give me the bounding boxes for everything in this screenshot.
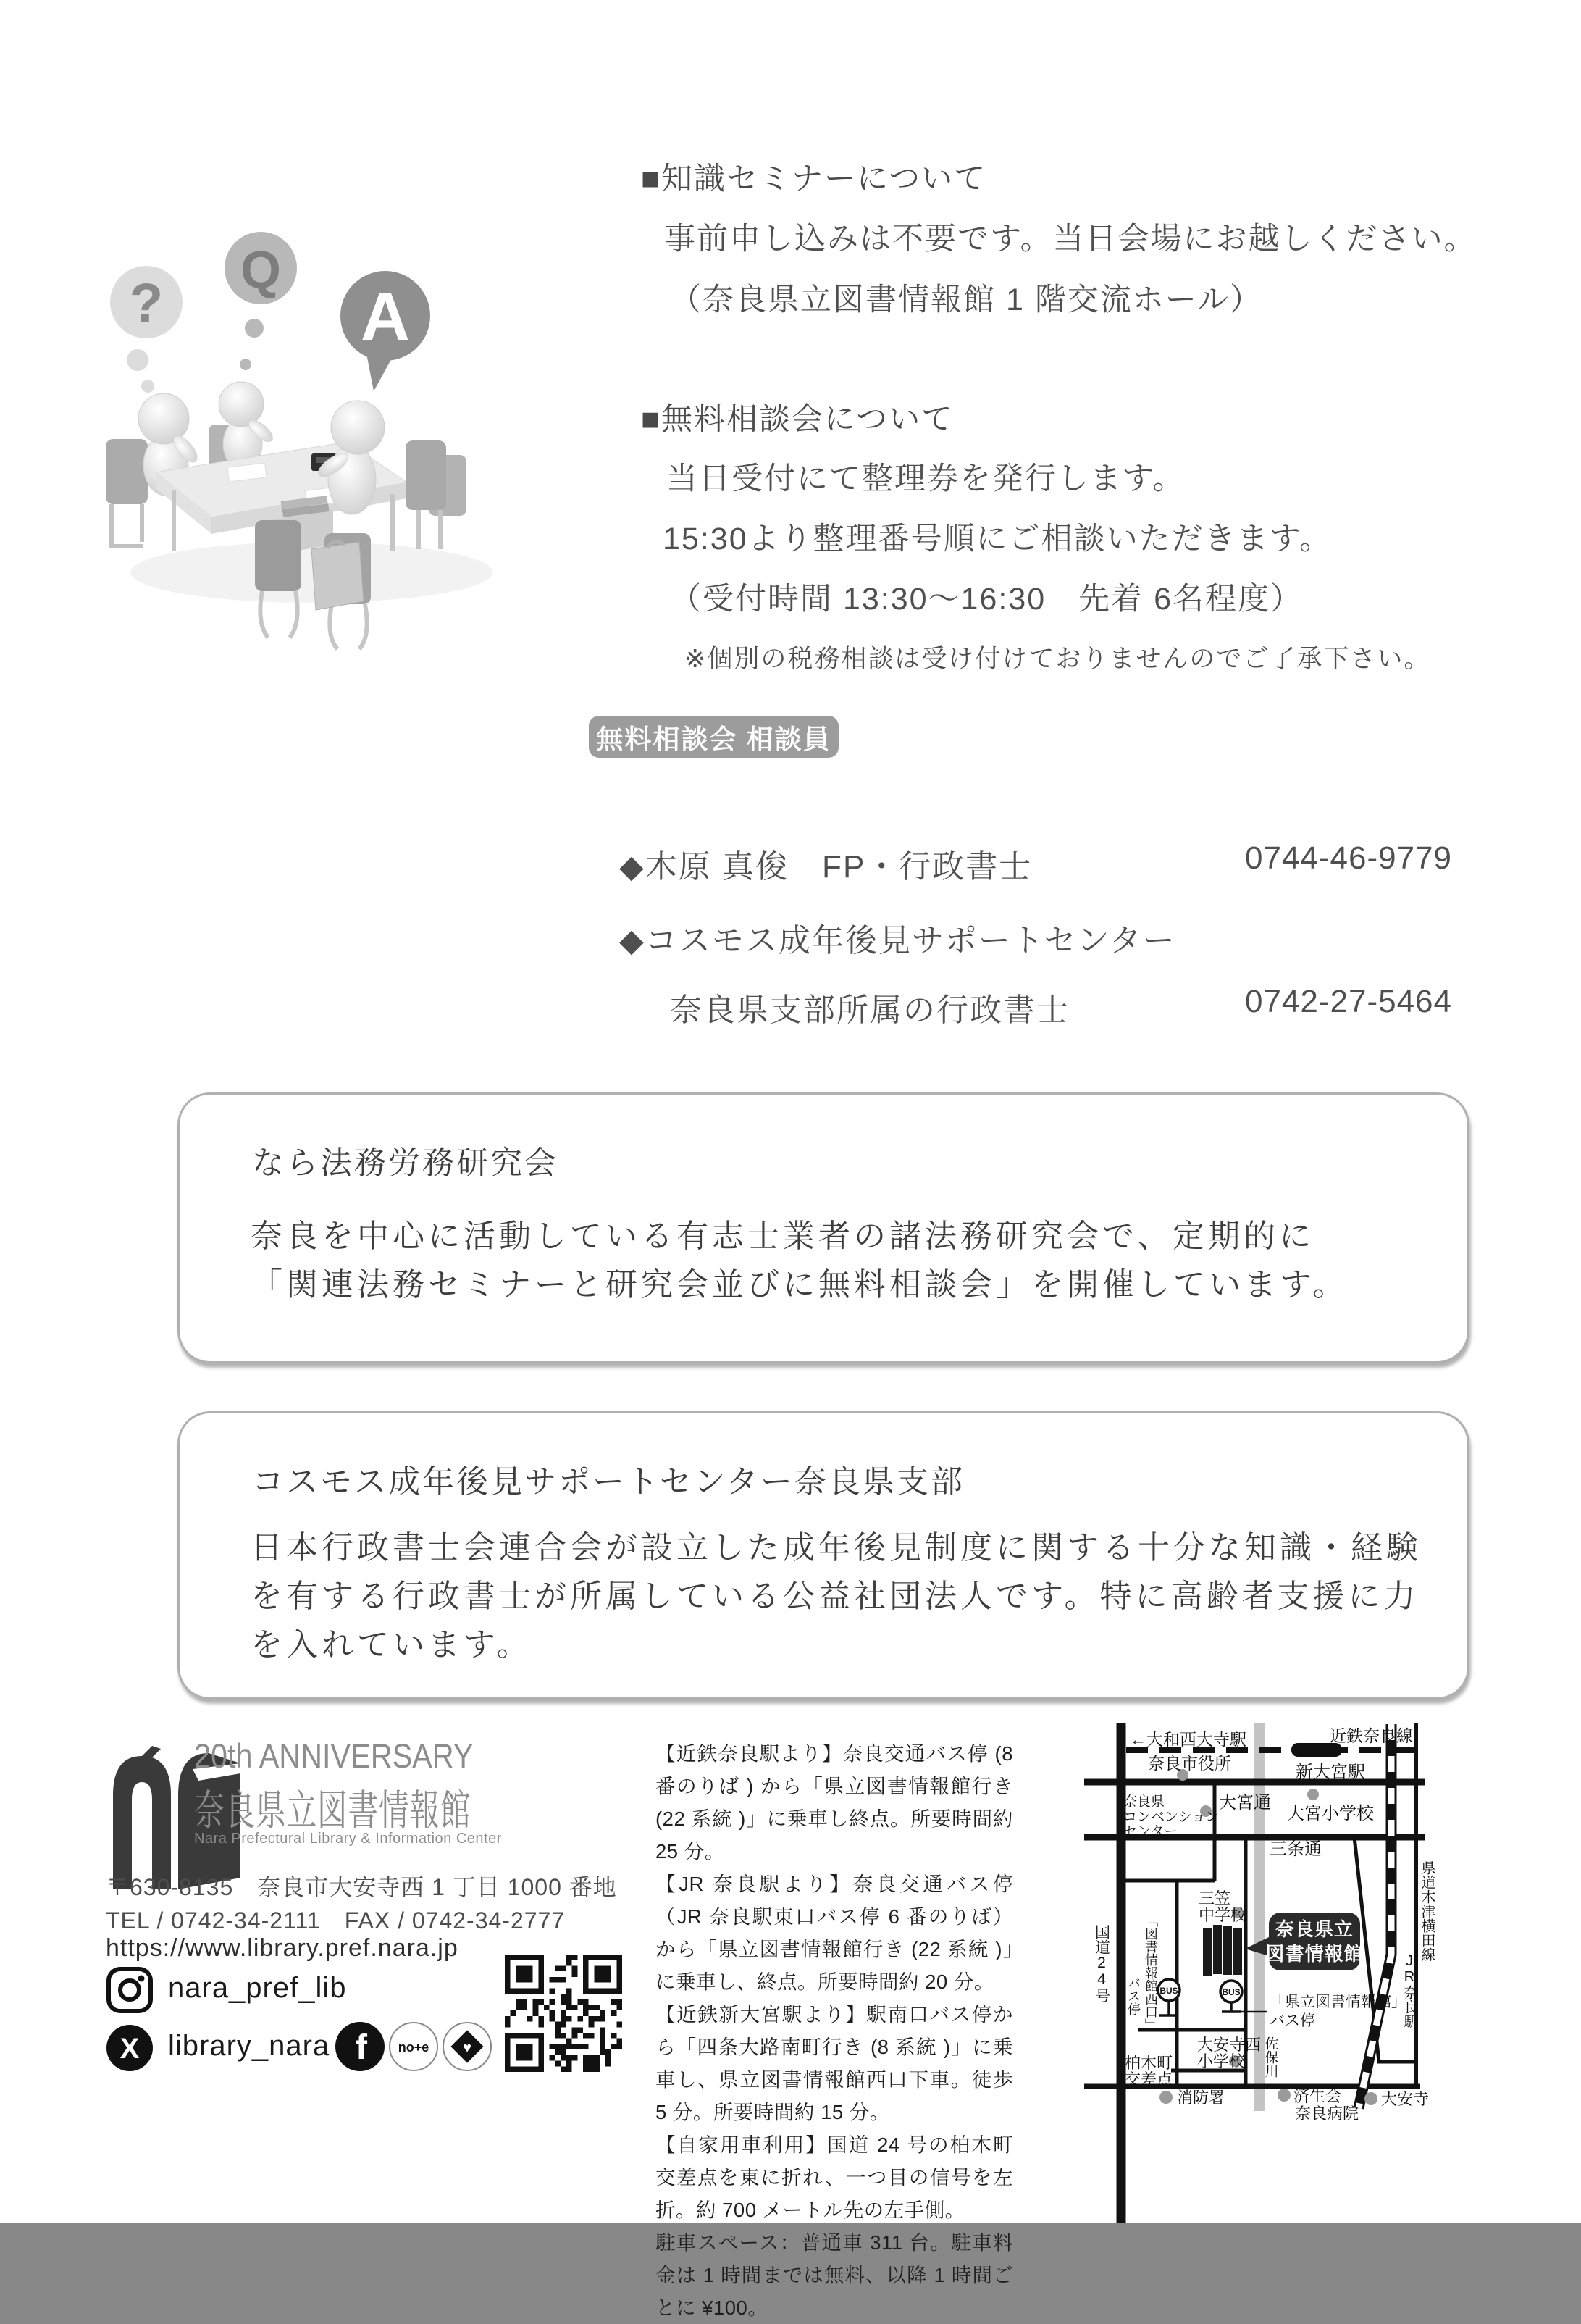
bus-icon-label: BUS [1159, 1986, 1178, 1996]
bus-icon-label: BUS [1222, 1987, 1241, 1997]
library-tel-fax: TEL / 0742-34-2111 FAX / 0742-34-2777 [106, 1907, 566, 1934]
map-label: JR奈良駅 [1401, 1953, 1417, 2028]
map-label: 中学校 [1199, 1906, 1247, 1924]
free-consultation-title: ■無料相談会について [641, 402, 955, 437]
svg-text:♥: ♥ [463, 2040, 471, 2056]
map-label: ←大和西大寺駅 [1130, 1730, 1246, 1749]
box-body [251, 1212, 1348, 1309]
access-shin-omiya: 【近鉄新大宮駅より】駅南口バス停から「四条大路南町行き (8 系統 )」に乗車し、県立図書情報館西口下車。徒歩 5 分。所要時間約 15 分。 [655, 2003, 1013, 2123]
free-consultation-note: ※個別の税務相談は受け付けておりませんのでご了承下さい。 [684, 645, 1431, 673]
question-mark-icon: ? [129, 272, 164, 334]
map-label: 大安寺西 [1197, 2036, 1262, 2054]
cosmos-support-center-box [177, 1411, 1469, 1700]
box-body-line: を有する行政書士が所属している公益社団法人です。特に高齢者支援に力 [251, 1579, 1419, 1614]
x-twitter-icon [106, 2024, 154, 2072]
a-bubble-tail [366, 350, 394, 391]
note-icon [388, 2021, 439, 2072]
x-handle: library_nara [168, 2030, 330, 2062]
instagram-handle: nara_pref_lib [168, 1972, 347, 2004]
free-consultation-line2: 15:30より整理番号順にご相談いただきます。 [663, 522, 1333, 556]
consultant-name: ◆木原 真俊 FP・行政書士 [619, 849, 1033, 885]
free-consultation-line1: 当日受付にて整理券を発行します。 [666, 461, 1186, 496]
map-label: 近鉄奈良線 [1330, 1726, 1413, 1745]
bubble-dot [240, 359, 251, 370]
map-label: コンベンション [1123, 1810, 1220, 1825]
consultant-row [619, 984, 1452, 1030]
box-body [251, 1523, 1422, 1669]
map-label: 大安寺 [1381, 2090, 1430, 2108]
map-label: 奈良病院 [1295, 2104, 1359, 2123]
library-url: https://www.library.pref.nara.jp [106, 1934, 458, 1962]
map-label: 交差点 [1125, 2070, 1173, 2089]
note-icon-label: no+e [398, 2040, 429, 2055]
free-consultation-line3: （受付時間 13:30～16:30 先着 6名程度） [670, 582, 1304, 616]
anniversary-label: 20th ANNIVERSARY [194, 1736, 474, 1775]
map-label: 奈良市役所 [1148, 1754, 1231, 1773]
library-name-en: Nara Prefectural Library & Information Center [194, 1831, 502, 1847]
svg-text:f: f [356, 2028, 367, 2067]
library-callout-line2: 図書情報館 [1265, 1943, 1364, 1965]
consultant-phone: 0742-27-5464 [1244, 984, 1452, 1019]
box-body-line: 日本行政書士会連合会が設立した成年後見制度に関する十分な知識・経験 [251, 1530, 1422, 1566]
map-label: バス停 [1270, 2012, 1315, 2029]
box-title: コスモス成年後見サポートセンター奈良県支部 [252, 1464, 965, 1500]
bubble-dot [141, 380, 154, 393]
svg-text:X: X [119, 2033, 140, 2065]
q-letter-icon: Q [240, 241, 282, 299]
a-letter-icon: A [361, 278, 410, 354]
instagram-icon [106, 1966, 154, 2014]
map-label: 佐保川 [1262, 2036, 1278, 2078]
diamond-heart-icon [442, 2021, 492, 2072]
nara-law-labor-box [177, 1092, 1469, 1363]
briefcase [311, 542, 364, 610]
library-name-ja: 奈良県立図書情報館 [194, 1787, 471, 1834]
knowledge-seminar-title: ■知識セミナーについて [641, 162, 987, 196]
access-map [1074, 1723, 1581, 2223]
map-label: 県道木津横田線 [1419, 1860, 1435, 1962]
access-by-car: 【自家用車利用】国道 24 号の柏木町交差点を東に折れ、一つ目の信号を左折。約 700 メートル先の左手側。 [655, 2133, 1013, 2221]
library-building-marker [1203, 1925, 1242, 1976]
consultant-row [619, 840, 1452, 887]
access-kintetsu-nara: 【近鉄奈良駅より】奈良交通バス停 (8 番のりば ) から「県立図書情報館行き (22 系統 )」に乗車し終点。所要時間約 25 分。 [655, 1742, 1013, 1863]
map-label: バス停 [1126, 1976, 1141, 2015]
library-address: 〒630-8135 奈良市大安寺西 1 丁目 1000 番地 [106, 1874, 617, 1900]
box-body-line: を入れています。 [251, 1627, 532, 1663]
map-label: 消防署 [1177, 2089, 1225, 2107]
box-title: なら法務労務研究会 [252, 1145, 558, 1181]
map-label: 小学校 [1197, 2052, 1246, 2070]
consultant-row [619, 914, 1452, 961]
map-label: 大宮小学校 [1287, 1804, 1374, 1823]
access-directions [655, 1737, 1013, 2324]
knowledge-seminar-line1: 事前申し込みは不要です。当日会場にお越しください。 [664, 222, 1477, 256]
qr-code [505, 1955, 622, 2072]
facebook-icon [335, 2021, 385, 2072]
map-label: 三笠 [1199, 1889, 1231, 1907]
knowledge-seminar-line2: （奈良県立図書情報館 1 階交流ホール） [670, 283, 1262, 317]
map-label: 「県立図書情報館」 [1270, 1994, 1406, 2010]
box-body-line: 奈良を中心に活動している有志士業者の諸法務研究会で、定期的に [251, 1219, 1315, 1254]
consultant-phone: 0744-46-9779 [1244, 840, 1452, 876]
map-label: センター [1123, 1824, 1178, 1839]
bubble-dot [127, 349, 148, 371]
library-callout-line1: 奈良県立 [1275, 1918, 1354, 1940]
consultant-name: ◆コスモス成年後見サポートセンター [619, 923, 1176, 958]
map-label: 国道24号 [1093, 1924, 1110, 2003]
map-label: 「図書情報館西口」 [1144, 1914, 1158, 2031]
map-label: 新大宮駅 [1296, 1763, 1365, 1782]
map-label: 奈良県 [1123, 1794, 1165, 1810]
qa-illustration [94, 210, 659, 797]
map-label: 三条通 [1270, 1839, 1322, 1859]
access-parking: 駐車スペース：普通車 311 台。駐車料金は 1 時間までは無料、以降 1 時間ごとに ¥100。 [655, 2231, 1013, 2319]
map-label: 済生会 [1293, 2087, 1342, 2105]
map-label: 大宮通 [1219, 1793, 1271, 1813]
consultant-badge: 無料相談会 相談員 [589, 716, 839, 758]
consultant-name: 奈良県支部所属の行政書士 [670, 992, 1070, 1028]
map-label: 柏木町 [1125, 2054, 1173, 2072]
box-body-line: 「関連法務セミナーと研究会並びに無料相談会」を開催しています。 [251, 1267, 1349, 1303]
access-jr-nara: 【JR 奈良駅より】奈良交通バス停（JR 奈良駅東口バス停 6 番のりば）から「県立図書情報館行き (22 系統 )」に乗車し、終点。所要時間約 20 分。 [655, 1873, 1013, 1993]
bubble-dot [245, 319, 264, 338]
